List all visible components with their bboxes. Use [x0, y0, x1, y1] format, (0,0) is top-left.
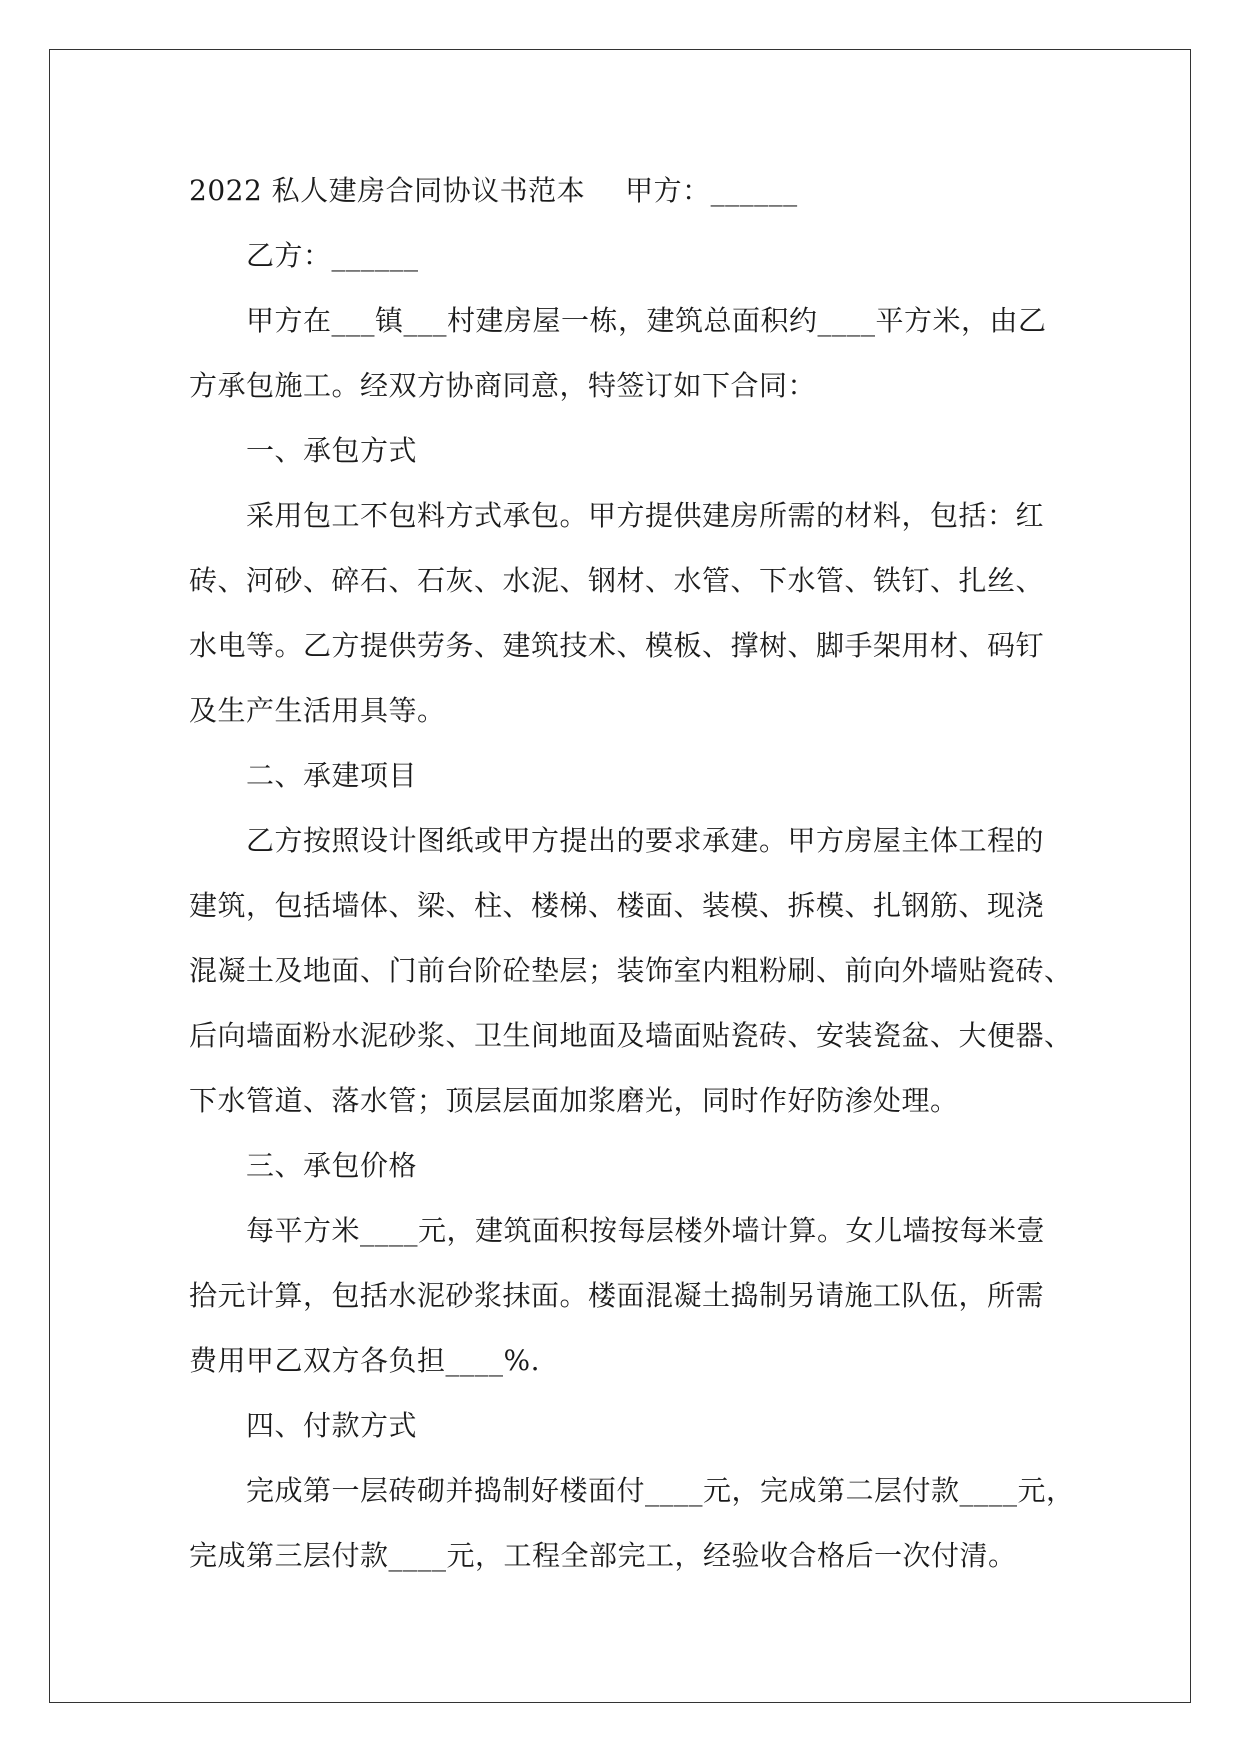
party-a-field: 甲方：______ [625, 174, 798, 207]
paragraph-line: 后向墙面粉水泥砂浆、卫生间地面及墙面贴瓷砖、安装瓷盆、大便器、 [189, 1019, 1073, 1052]
paragraph-line: 采用包工不包料方式承包。甲方提供建房所需的材料，包括：红 [246, 499, 1045, 532]
paragraph-line: 混凝土及地面、门前台阶砼垫层；装饰室内粗粉刷、前向外墙贴瓷砖、 [189, 954, 1073, 987]
paragraph-line: 砖、河砂、碎石、石灰、水泥、钢材、水管、下水管、铁钉、扎丝、 [189, 564, 1045, 597]
paragraph-line: 水电等。乙方提供劳务、建筑技术、模板、撑树、脚手架用材、码钉 [189, 629, 1045, 662]
section-heading: 三、承包价格 [246, 1149, 418, 1182]
paragraph-line: 费用甲乙双方各负担____%. [189, 1344, 541, 1377]
paragraph-line: 拾元计算，包括水泥砂浆抹面。楼面混凝土捣制另请施工队伍，所需 [189, 1279, 1045, 1312]
paragraph-line: 完成第一层砖砌并捣制好楼面付____元，完成第二层付款____元， [246, 1474, 1075, 1507]
document-title: 2022 私人建房合同协议书范本 [189, 174, 586, 207]
paragraph-line: 完成第三层付款____元，工程全部完工，经验收合格后一次付清。 [189, 1539, 1017, 1572]
title-line [189, 158, 1057, 223]
paragraph-line: 建筑，包括墙体、梁、柱、楼梯、楼面、装模、拆模、扎钢筋、现浇 [189, 889, 1045, 922]
section-heading: 四、付款方式 [246, 1409, 418, 1442]
intro-line: 甲方在___镇___村建房屋一栋，建筑总面积约____平方米，由乙 [246, 304, 1047, 337]
paragraph-line: 及生产生活用具等。 [189, 694, 446, 727]
paragraph-line: 每平方米____元，建筑面积按每层楼外墙计算。女儿墙按每米壹 [246, 1214, 1046, 1247]
section-heading: 二、承建项目 [246, 759, 418, 792]
intro-line: 方承包施工。经双方协商同意，特签订如下合同： [189, 369, 817, 402]
party-b-field: 乙方：______ [246, 239, 419, 272]
paragraph-line: 下水管道、落水管；顶层层面加浆磨光，同时作好防渗处理。 [189, 1084, 959, 1117]
section-heading: 一、承包方式 [246, 434, 418, 467]
document-body [189, 158, 1075, 1588]
paragraph-line: 乙方按照设计图纸或甲方提出的要求承建。甲方房屋主体工程的 [246, 824, 1045, 857]
